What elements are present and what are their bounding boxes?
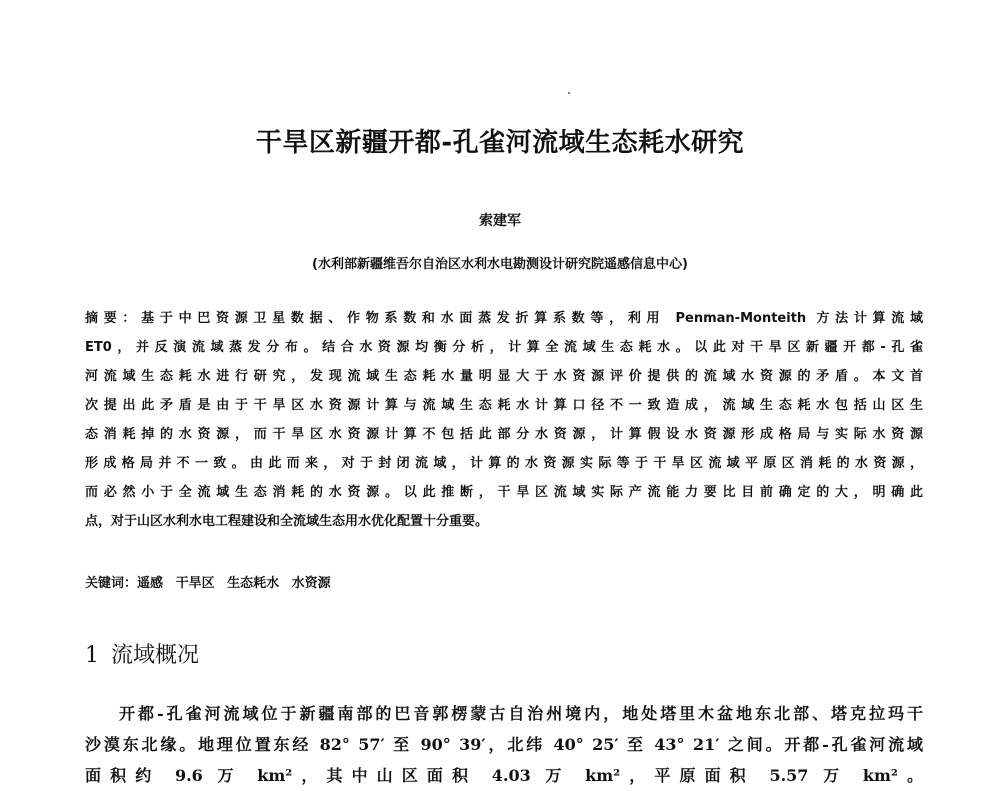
- paper-author: 索建军: [479, 213, 521, 229]
- abstract-line: 点，对于山区水利水电工程建设和全流域生态用水优化配置十分重要。: [85, 514, 489, 529]
- scan-speck: [568, 92, 570, 94]
- abstract-line: 河流域生态耗水进行研究，发现流域生态耗水量明显大于水资源评价提供的流域水资源的矛盾。本文首: [85, 369, 923, 384]
- section-body: [85, 698, 923, 785]
- keywords-label: 关键词：: [85, 576, 138, 591]
- abstract-line: 而必然小于全流域生态消耗的水资源。以此推断，干旱区流域实际产流能力要比目前确定的大，明确此: [85, 485, 923, 500]
- abstract-line: ET0，并反演流域蒸发分布。结合水资源均衡分析，计算全流域生态耗水。以此对干旱区新疆开都-孔雀: [85, 340, 923, 355]
- abstract: [85, 304, 923, 536]
- section-number: 1: [85, 643, 99, 668]
- keyword: 遥感: [137, 576, 164, 591]
- abstract-line: 形成格局并不一致。由此而来，对于封闭流域，计算的水资源实际等于干旱区流域平原区消耗的水资源，: [85, 456, 923, 471]
- body-line: 面积约 9.6 万 km²，其中山区面积 4.03 万 km²，平原面积 5.57 万 km²。: [85, 766, 923, 785]
- body-line: 沙漠东北缘。地理位置东经 82° 57′ 至 90° 39′，北纬 40° 25′ 至 43° 21′ 之间。开都-孔雀河流域: [85, 735, 923, 754]
- keyword: 干旱区: [175, 576, 215, 591]
- paper-title: 干旱区新疆开都-孔雀河流域生态耗水研究: [255, 128, 745, 158]
- abstract-line: 次提出此矛盾是由于干旱区水资源计算与流域生态耗水计算口径不一致造成，流域生态耗水包括山区生: [85, 398, 923, 413]
- body-line: 开都-孔雀河流域位于新疆南部的巴音郭楞蒙古自治州境内，地处塔里木盆地东北部、塔克拉玛干: [119, 704, 923, 723]
- abstract-line: 态消耗掉的水资源，而干旱区水资源计算不包括此部分水资源，计算假设水资源形成格局与实际水资源: [85, 427, 923, 442]
- abstract-line: 摘要：基于中巴资源卫星数据、作物系数和水面蒸发折算系数等，利用 Penman-Monteith 方法计算流域: [85, 311, 923, 326]
- keyword: 水资源: [291, 576, 331, 591]
- paper-affiliation: (水利部新疆维吾尔自治区水利水电勘测设计研究院遥感信息中心): [312, 257, 688, 272]
- section-heading: [85, 638, 199, 669]
- keywords: [85, 572, 339, 591]
- keyword: 生态耗水: [227, 576, 280, 591]
- section-title: 流域概况: [111, 643, 200, 668]
